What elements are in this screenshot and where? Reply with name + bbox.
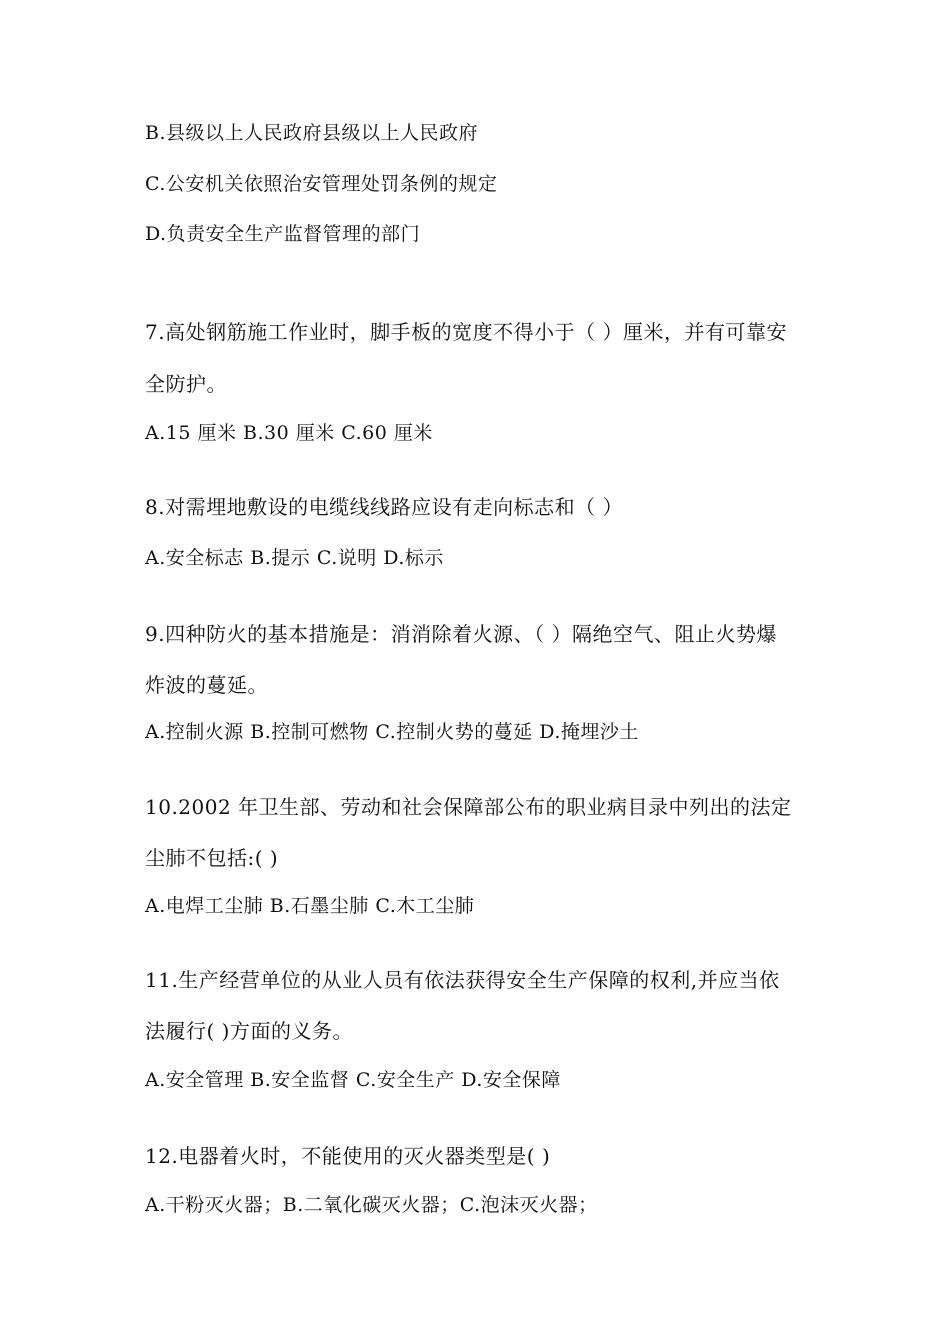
question-7: 7.高处钢筋施工作业时，脚手板的宽度不得小于（ ）厘米，并有可靠安: [145, 320, 787, 344]
question-9-cont: 炸波的蔓延。: [145, 673, 268, 697]
option-d-q6: D.负责安全生产监督管理的部门: [145, 223, 421, 245]
question-12: 12.电器着火时，不能使用的灭火器类型是( ): [145, 1144, 551, 1168]
question-11-cont: 法履行( )方面的义务。: [145, 1019, 353, 1043]
question-8: 8.对需埋地敷设的电缆线线路应设有走向标志和（ ）: [145, 495, 623, 519]
option-c-q6: C.公安机关依照治安管理处罚条例的规定: [145, 173, 498, 195]
question-9: 9.四种防火的基本措施是：消消除着火源、（ ）隔绝空气、阻止火势爆: [145, 622, 777, 646]
question-10: 10.2002 年卫生部、劳动和社会保障部公布的职业病目录中列出的法定: [145, 795, 792, 819]
question-7-cont: 全防护。: [145, 372, 227, 396]
question-10-cont: 尘肺不包括:( ): [145, 846, 279, 870]
options-q7: A.15 厘米 B.30 厘米 C.60 厘米: [145, 422, 433, 444]
options-q10: A.电焊工尘肺 B.石墨尘肺 C.木工尘肺: [145, 895, 475, 917]
option-b-q6: B.县级以上人民政府县级以上人民政府: [145, 122, 479, 144]
options-q12: A.干粉灭火器；B.二氧化碳灭火器；C.泡沫灭火器；: [145, 1194, 598, 1216]
question-11: 11.生产经营单位的从业人员有依法获得安全生产保障的权利,并应当依: [145, 968, 780, 992]
options-q9: A.控制火源 B.控制可燃物 C.控制火势的蔓延 D.掩埋沙土: [145, 721, 639, 743]
options-q8: A.安全标志 B.提示 C.说明 D.标示: [145, 547, 444, 569]
options-q11: A.安全管理 B.安全监督 C.安全生产 D.安全保障: [145, 1069, 561, 1091]
